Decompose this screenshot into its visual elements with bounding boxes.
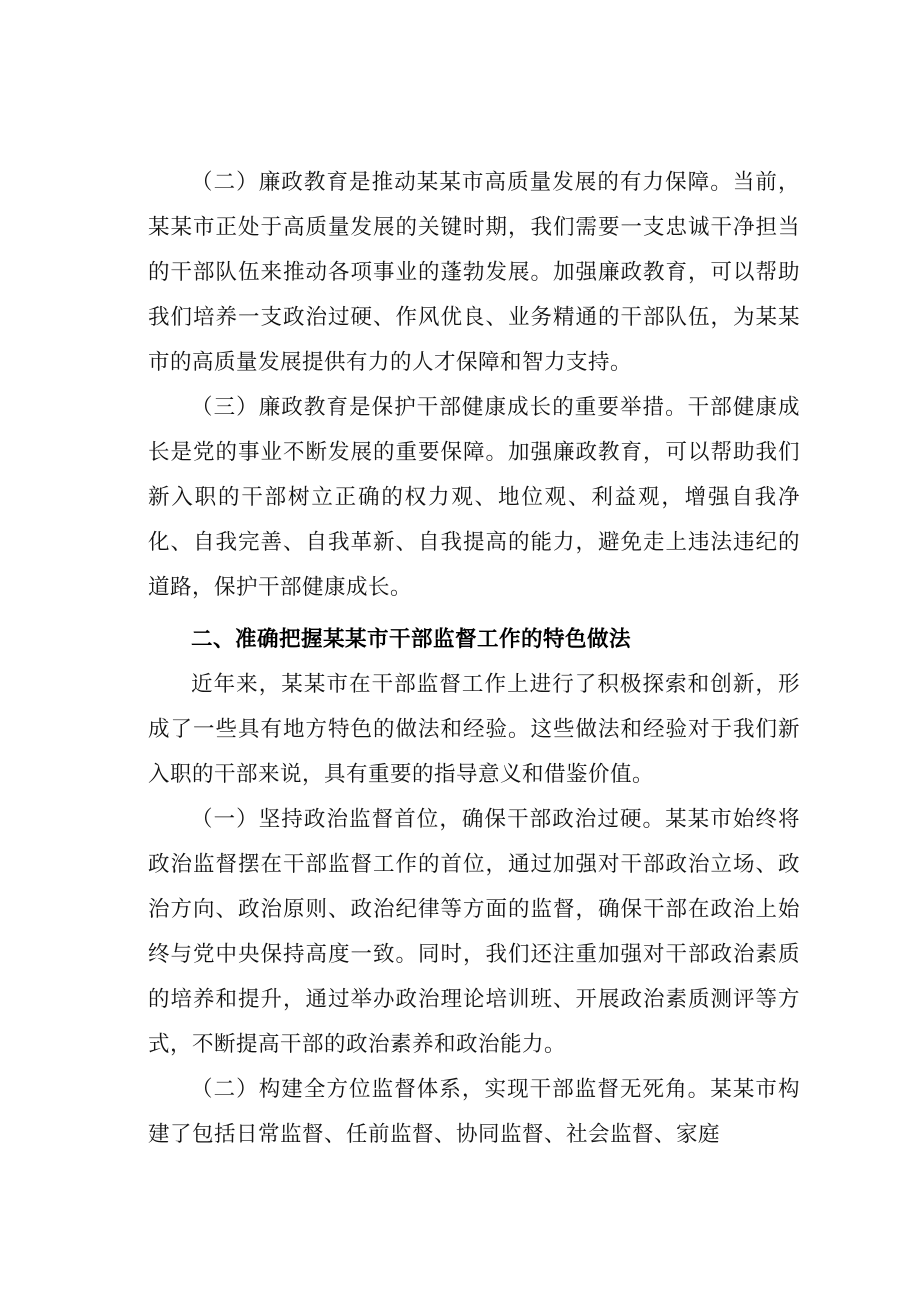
paragraph-supervision-intro: 近年来，某某市在干部监督工作上进行了积极探索和创新，形成了一些具有地方特色的做法和经验。这些做法和经验对于我们新入职的干部来说，具有重要的指导意义和借鉴价值。 xyxy=(148,672,800,787)
section-heading: 二、准确把握某某市干部监督工作的特色做法 xyxy=(191,627,632,652)
paragraph-party-ethics-development: （二）廉政教育是推动某某市高质量发展的有力保障。当前，某某市正处于高质量发展的关键时期，我们需要一支忠诚干净担当的干部队伍来推动各项事业的蓬勃发展。加强廉政教育，可以帮助我们培养一支政治过硬、作风优良、业务精通的干部队伍，为某某市的高质量发展提供有力的人才保障和智力支持。 xyxy=(148,170,800,375)
paragraph-supervision-system: （二）构建全方位监督体系，实现干部监督无死角。某某市构建了包括日常监督、任前监督、协同监督、社会监督、家庭 xyxy=(148,1077,800,1147)
paragraph-party-ethics-cadre-growth: （三）廉政教育是保护干部健康成长的重要举措。干部健康成长是党的事业不断发展的重要保障。加强廉政教育，可以帮助我们新入职的干部树立正确的权力观、地位观、利益观，增强自我净化、自我完善、自我革新、自我提高的能力，避免走上违法违纪的道路，保护干部健康成长。 xyxy=(148,395,800,600)
document-body xyxy=(148,160,800,1157)
paragraph-political-supervision: （一）坚持政治监督首位，确保干部政治过硬。某某市始终将政治监督摆在干部监督工作的首位，通过加强对干部政治立场、政治方向、政治原则、政治纪律等方面的监督，确保干部在政治上始终与党中央保持高度一致。同时，我们还注重加强对干部政治素质的培养和提升，通过举办政治理论培训班、开展政治素质测评等方式，不断提高干部的政治素养和政治能力。 xyxy=(148,807,800,1057)
